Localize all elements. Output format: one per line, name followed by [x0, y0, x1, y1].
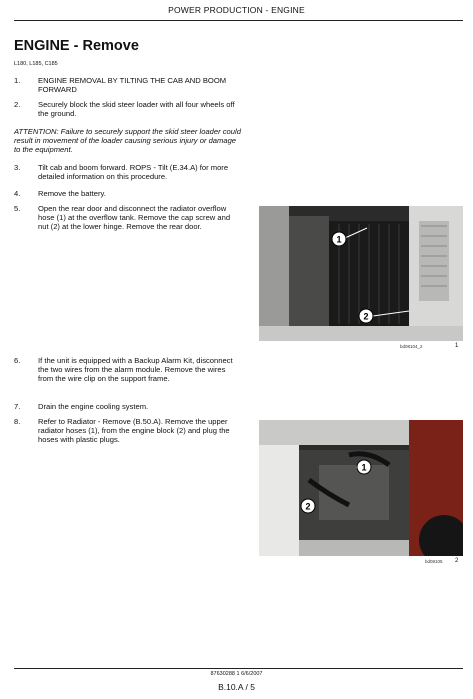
step-number: 6. [14, 356, 21, 365]
figure-2-id: bd08105 [425, 559, 443, 564]
step-6 [14, 356, 242, 384]
step-number: 7. [14, 402, 21, 411]
step-number: 2. [14, 100, 21, 109]
figure-2-number: 2 [455, 558, 459, 564]
step-text: Tilt cab and boom forward. ROPS - Tilt (E.34.A) for more detailed information on this procedure. [38, 163, 229, 182]
step-2 [14, 100, 242, 118]
step-text: Securely block the skid steer loader with all four wheels off the ground. [38, 100, 235, 119]
header-rule [14, 20, 463, 21]
figure-2-callouts [259, 420, 463, 556]
section-header: POWER PRODUCTION - ENGINE [168, 5, 305, 15]
page-title: ENGINE - Remove [14, 38, 139, 54]
model-list: L180, L185, C185 [14, 61, 58, 67]
footer-rule [14, 668, 463, 669]
step-4 [14, 189, 242, 198]
callout-label: 1 [336, 234, 342, 245]
step-text: ENGINE REMOVAL BY TILTING THE CAB AND BOOM FORWARD [38, 76, 227, 95]
callout-1 [332, 232, 346, 246]
callout-2 [301, 499, 315, 513]
attention-note: ATTENTION: Failure to securely support the skid steer loader could result in movement of the loader causing serious injury or damage to the equipment. [14, 127, 241, 155]
step-number: 8. [14, 417, 21, 426]
callout-1 [357, 460, 371, 474]
step-7 [14, 402, 242, 411]
callout-label: 1 [361, 462, 367, 473]
figure-1-id: bd08104_2 [400, 344, 423, 349]
step-number: 4. [14, 189, 21, 198]
callout-2 [359, 309, 373, 323]
footer-page-number: B.10.A / 5 [218, 682, 255, 692]
step-text: Refer to Radiator - Remove (B.50.A). Remove the upper radiator hoses (1), from the engine block (2) and plug the hoses with plastic plugs. [38, 417, 230, 445]
step-text: If the unit is equipped with a Backup Alarm Kit, disconnect the two wires from the alarm module. Remove the wires from the wire clip on the support frame. [38, 356, 233, 384]
step-text: Remove the battery. [38, 189, 106, 198]
figure-1-photo [259, 206, 463, 341]
footer-doc-number: 87630288 1 6/6/2007 [210, 671, 263, 677]
figure-1-callouts [259, 206, 463, 341]
step-text: Open the rear door and disconnect the radiator overflow hose (1) at the overflow tank. Remove the cap screw and nut (2) at the lower hinge. Remove the rear door. [38, 204, 231, 232]
step-number: 1. [14, 76, 21, 85]
callout-label: 2 [363, 311, 369, 322]
step-3 [14, 163, 242, 181]
step-1 [14, 76, 242, 94]
step-text: Drain the engine cooling system. [38, 402, 149, 411]
step-number: 5. [14, 204, 21, 213]
callout-label: 2 [305, 501, 311, 512]
figure-1-number: 1 [455, 343, 459, 349]
step-5 [14, 204, 242, 232]
step-number: 3. [14, 163, 21, 172]
figure-2-photo [259, 420, 463, 556]
step-8 [14, 417, 242, 445]
